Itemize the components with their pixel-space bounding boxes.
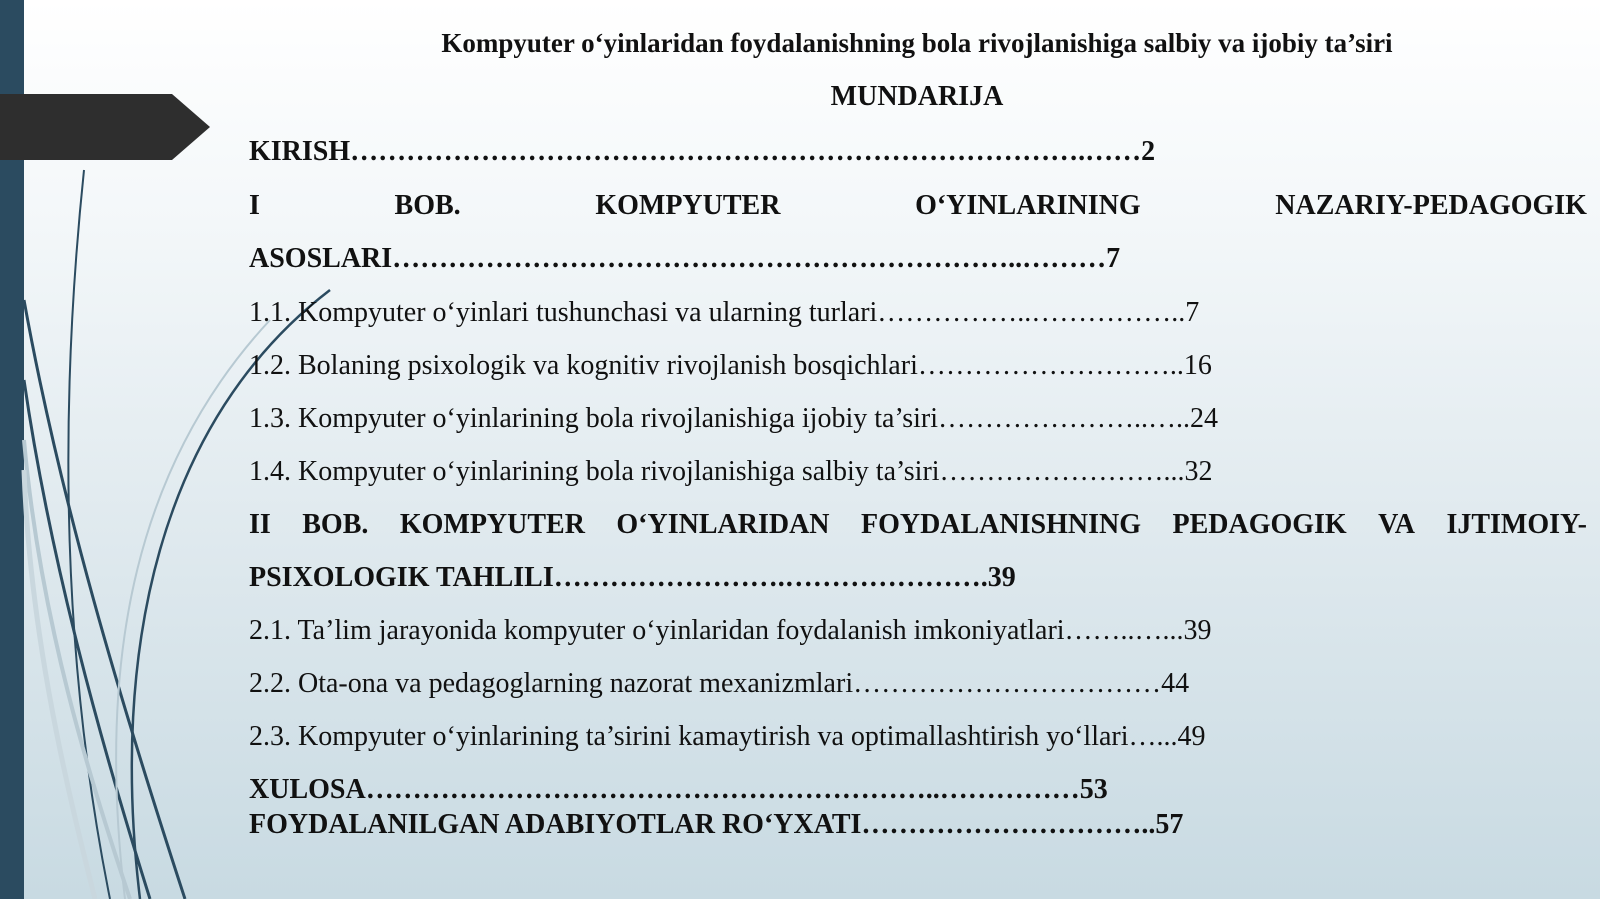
toc-word: NAZARIY-PEDAGOGIK bbox=[1275, 190, 1587, 221]
toc-word: KOMPYUTER bbox=[399, 509, 585, 540]
toc-word: BOB. bbox=[394, 190, 461, 221]
toc-word: I bbox=[249, 190, 260, 221]
toc-word: O‘YINLARIDAN bbox=[616, 509, 830, 540]
toc-item-1-4: 1.4. Kompyuter o‘yinlarining bola rivojlanishiga salbiy ta’siri……………………...32 bbox=[249, 456, 1213, 487]
toc-item-1-3: 1.3. Kompyuter o‘yinlarining bola rivojlanishiga ijobiy ta’siri…………………..…..24 bbox=[249, 403, 1219, 434]
toc-chapter-1-line-1 bbox=[249, 190, 1587, 222]
toc-item-2-3: 2.3. Kompyuter o‘yinlarining ta’sirini kamaytirish va optimallashtirish yo‘llari…...49 bbox=[249, 721, 1206, 752]
toc-word: IJTIMOIY- bbox=[1446, 509, 1587, 540]
toc-chapter-2-line-2: PSIXOLOGIK TAHLILI…………………….………………….39 bbox=[249, 562, 1016, 593]
toc-word: O‘YINLARINING bbox=[915, 190, 1141, 221]
toc-item-2-1: 2.1. Ta’lim jarayonida kompyuter o‘yinlaridan foydalanish imkoniyatlari……..…...39 bbox=[249, 615, 1212, 646]
toc-kirish: KIRISH…………………………………………………………………….……2 bbox=[249, 136, 1156, 167]
toc-word: VA bbox=[1378, 509, 1415, 540]
toc-chapter-1-line-2: ASOSLARI…………………………………………………………..………7 bbox=[249, 243, 1121, 274]
toc-word: PEDAGOGIK bbox=[1172, 509, 1347, 540]
toc-xulosa: XULOSA……………………………………………………..……………53 bbox=[249, 774, 1108, 805]
toc-chapter-2-line-1 bbox=[249, 509, 1587, 541]
document-title: Kompyuter o‘yinlaridan foydalanishning bola rivojlanishiga salbiy va ijobiy ta’siri bbox=[441, 28, 1393, 58]
toc-word: II bbox=[249, 509, 271, 540]
toc-word: BOB. bbox=[302, 509, 369, 540]
toc-item-2-2: 2.2. Ota-ona va pedagoglarning nazorat mexanizmlari……………………………44 bbox=[249, 668, 1190, 699]
toc-word: FOYDALANISHNING bbox=[860, 509, 1142, 540]
toc-word: KOMPYUTER bbox=[595, 190, 781, 221]
toc-item-1-1: 1.1. Kompyuter o‘yinlari tushunchasi va ularning turlari……………..……………..7 bbox=[249, 297, 1200, 328]
toc-heading: MUNDARIJA bbox=[830, 81, 1004, 112]
toc-adabiyotlar: FOYDALANILGAN ADABIYOTLAR RO‘YXATI…………………………..57 bbox=[249, 809, 1184, 840]
toc-item-1-2: 1.2. Bolaning psixologik va kognitiv rivojlanish bosqichlari………………………..16 bbox=[249, 350, 1212, 381]
